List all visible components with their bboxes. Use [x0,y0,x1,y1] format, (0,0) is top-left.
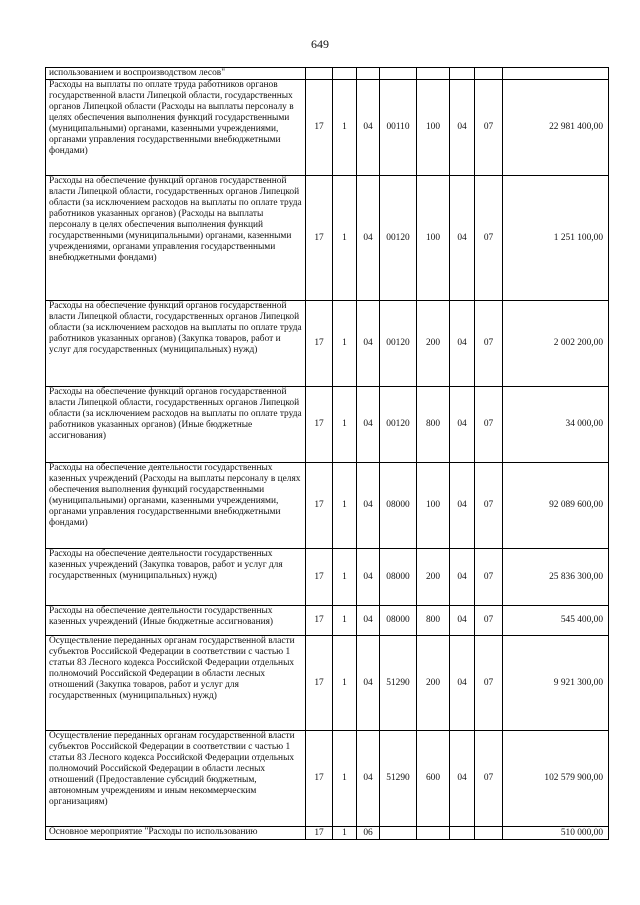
code-target: 00120 [380,387,417,463]
code-expense-type: 200 [417,301,450,387]
code-subprogram: 04 [357,80,380,176]
table-row [46,827,609,840]
table-row [46,301,609,387]
code-target [380,68,417,80]
code-subprogram: 04 [357,636,380,731]
table-row [46,80,609,176]
table-row [46,387,609,463]
code-program: 1 [333,636,357,731]
code-expense-type: 600 [417,731,450,827]
code-program: 1 [333,827,357,840]
row-amount: 545 400,00 [503,606,609,636]
code-subsection: 07 [475,549,503,606]
code-ministry [306,68,333,80]
code-subsection: 07 [475,176,503,301]
code-ministry: 17 [306,606,333,636]
code-section: 04 [450,731,475,827]
code-target: 00120 [380,301,417,387]
code-expense-type [417,827,450,840]
row-description: Расходы на обеспечение деятельности государственных казенных учреждений (Иные бюджетные ассигнования) [46,606,306,636]
code-section [450,827,475,840]
code-program: 1 [333,463,357,549]
code-subprogram: 04 [357,301,380,387]
code-target: 00110 [380,80,417,176]
code-target: 51290 [380,731,417,827]
row-amount: 34 000,00 [503,387,609,463]
row-amount: 510 000,00 [503,827,609,840]
row-amount: 92 089 600,00 [503,463,609,549]
code-target: 00120 [380,176,417,301]
code-section: 04 [450,549,475,606]
code-subprogram [357,68,380,80]
code-target: 08000 [380,606,417,636]
code-subsection: 07 [475,636,503,731]
code-expense-type: 200 [417,549,450,606]
code-target: 51290 [380,636,417,731]
row-description: Осуществление переданных органам государственной власти субъектов Российской Федерации в соответствии с частью 1 статьи 83 Лесного кодекса Российской Федерации отдельных полномочий Российской Федерации в области лесных отношений (Закупка товаров, работ и услуг для государственных (муниципальных) нужд) [46,636,306,731]
row-amount: 22 981 400,00 [503,80,609,176]
code-subsection: 07 [475,606,503,636]
table-row [46,463,609,549]
row-amount: 1 251 100,00 [503,176,609,301]
table-row [46,549,609,606]
code-section: 04 [450,301,475,387]
code-ministry: 17 [306,176,333,301]
code-ministry: 17 [306,301,333,387]
code-expense-type: 800 [417,387,450,463]
row-description: Расходы на обеспечение деятельности государственных казенных учреждений (Закупка товаров, работ и услуг для государственных (муниципальных) нужд) [46,549,306,606]
code-section: 04 [450,636,475,731]
code-ministry: 17 [306,463,333,549]
code-subprogram: 04 [357,731,380,827]
row-description: Основное мероприятие "Расходы по использованию [46,827,306,840]
code-subprogram: 06 [357,827,380,840]
code-target: 08000 [380,463,417,549]
code-ministry: 17 [306,387,333,463]
code-subprogram: 04 [357,176,380,301]
code-expense-type: 100 [417,463,450,549]
budget-table-body [46,68,609,840]
code-ministry: 17 [306,80,333,176]
code-subprogram: 04 [357,549,380,606]
row-amount: 102 579 900,00 [503,731,609,827]
code-program: 1 [333,549,357,606]
table-row [46,731,609,827]
code-subsection: 07 [475,387,503,463]
row-description: Расходы на обеспечение функций органов государственной власти Липецкой области, государственных органов Липецкой области (за исключением расходов на выплаты по оплате труда работников указанных органов) (Закупка товаров, работ и услуг для государственных (муниципальных) нужд) [46,301,306,387]
table-row [46,176,609,301]
code-program: 1 [333,387,357,463]
code-expense-type: 100 [417,176,450,301]
code-subsection [475,68,503,80]
budget-table [45,67,609,840]
code-target [380,827,417,840]
code-section [450,68,475,80]
code-subprogram: 04 [357,606,380,636]
table-row [46,606,609,636]
code-ministry: 17 [306,731,333,827]
page-number: 649 [311,37,329,51]
code-subsection: 07 [475,301,503,387]
code-section: 04 [450,80,475,176]
table-row [46,636,609,731]
code-subsection: 07 [475,80,503,176]
code-target: 08000 [380,549,417,606]
code-section: 04 [450,387,475,463]
row-description: Осуществление переданных органам государственной власти субъектов Российской Федерации в соответствии с частью 1 статьи 83 Лесного кодекса Российской Федерации отдельных полномочий Российской Федерации в области лесных отношений (Предоставление субсидий бюджетным, автономным учреждениям и иным некоммерческим организациям) [46,731,306,827]
code-expense-type: 800 [417,606,450,636]
code-section: 04 [450,176,475,301]
row-description: Расходы на обеспечение функций органов государственной власти Липецкой области, государственных органов Липецкой области (за исключением расходов на выплаты по оплате труда работников указанных органов) (Расходы на выплаты персоналу в целях обеспечения выполнения функций государственными (муниципальными) органами, казенными учреждениями, органами управления государственными внебюджетными фондами) [46,176,306,301]
code-section: 04 [450,463,475,549]
row-description: использованием и воспроизводством лесов" [46,68,306,80]
row-description: Расходы на выплаты по оплате труда работников органов государственной власти Липецкой области, государственных органов Липецкой области (Расходы на выплаты персоналу в целях обеспечения выполнения функций государственными (муниципальными) органами, казенными учреждениями, органами управления государственными внебюджетными фондами) [46,80,306,176]
row-description: Расходы на обеспечение функций органов государственной власти Липецкой области, государственных органов Липецкой области (за исключением расходов на выплаты по оплате труда работников указанных органов) (Иные бюджетные ассигнования) [46,387,306,463]
code-program: 1 [333,731,357,827]
code-subsection: 07 [475,731,503,827]
row-amount: 25 836 300,00 [503,549,609,606]
code-ministry: 17 [306,636,333,731]
code-subsection: 07 [475,463,503,549]
code-subsection [475,827,503,840]
code-section: 04 [450,606,475,636]
code-ministry: 17 [306,549,333,606]
row-description: Расходы на обеспечение деятельности государственных казенных учреждений (Расходы на выплаты персоналу в целях обеспечения выполнения функций государственными (муниципальными) органами, казенными учреждениями, органами управления государственными внебюджетными фондами) [46,463,306,549]
row-amount: 2 002 200,00 [503,301,609,387]
row-amount [503,68,609,80]
code-program: 1 [333,301,357,387]
code-expense-type: 100 [417,80,450,176]
table-row [46,68,609,80]
code-subprogram: 04 [357,463,380,549]
code-subprogram: 04 [357,387,380,463]
code-program: 1 [333,80,357,176]
code-program [333,68,357,80]
code-expense-type: 200 [417,636,450,731]
row-amount: 9 921 300,00 [503,636,609,731]
code-program: 1 [333,176,357,301]
code-ministry: 17 [306,827,333,840]
code-program: 1 [333,606,357,636]
code-expense-type [417,68,450,80]
